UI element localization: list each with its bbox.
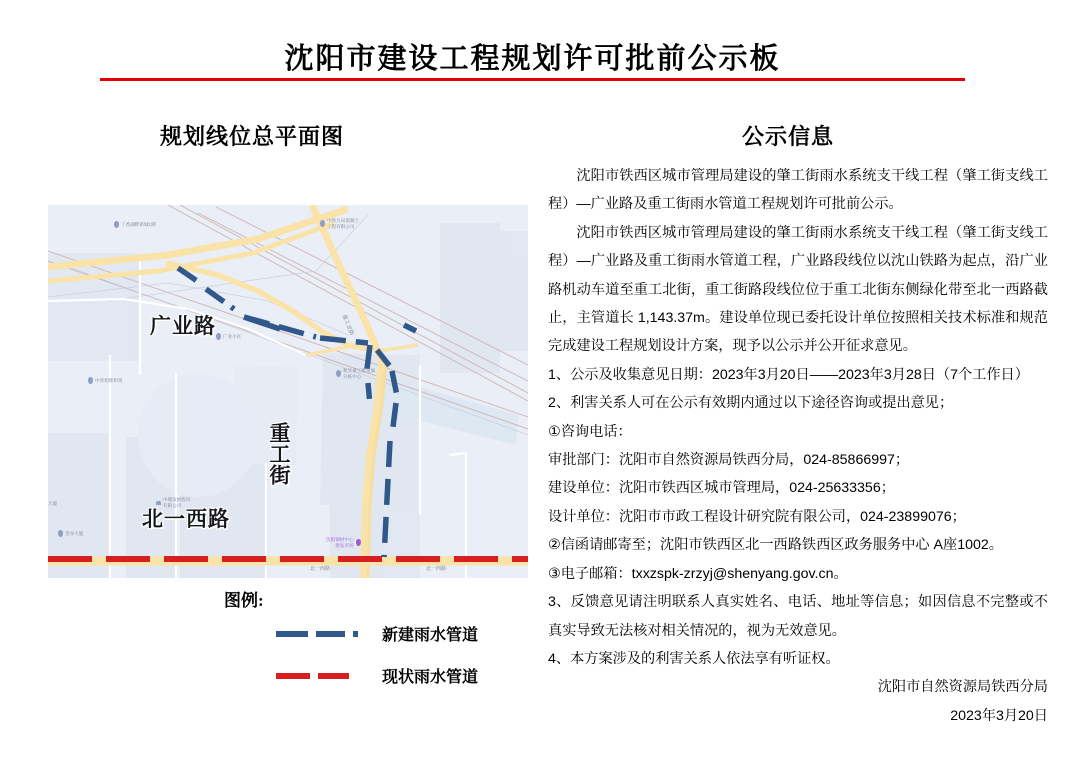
notice-text-body — [548, 162, 1048, 730]
street-label-zhonggong-street: 重工街 — [267, 422, 292, 485]
road-label-beiyixi-right: 北一西路 — [426, 566, 447, 572]
poi-label: 沈阳钢材中心 批发市场 — [326, 537, 354, 548]
legend-title: 图例: — [224, 591, 264, 610]
legend-item-existing-pipe — [276, 664, 478, 687]
notice-paragraph: 2、利害关系人可在公示有效期内通过以下途径咨询或提出意见； — [548, 395, 954, 412]
poi-label: 中储发展股份 有限公司 — [163, 497, 191, 508]
title-divider — [100, 78, 965, 81]
road-label-zhonggongbei: 重工北街 — [340, 313, 355, 337]
map-section-heading: 规划线位总平面图 — [160, 124, 345, 149]
legend-label-new-pipe: 新建雨水管道 — [382, 627, 479, 644]
notice-issue-date: 2023年3月20日 — [950, 707, 1048, 724]
notice-paragraph: 4、本方案涉及的利害关系人依法享有听证权。 — [548, 650, 840, 667]
notice-section-heading: 公示信息 — [742, 124, 835, 149]
poi-label: 金谷大厦 — [65, 530, 84, 536]
legend-swatch-new-pipe-icon — [276, 631, 358, 637]
notice-contact-design: 设计单位：沈阳市市政工程设计研究院有限公司，024-23899076； — [548, 508, 966, 525]
legend-label-existing-pipe: 现状雨水管道 — [382, 669, 479, 686]
poi-label: 中青旭辉和筑 — [95, 377, 123, 383]
poi-label: 大厦 — [48, 501, 58, 506]
street-label-beiyixi-road: 北一西路 — [142, 507, 230, 531]
poi-label: 中铁九局混凝土 工程有限公司 — [327, 218, 360, 229]
notice-paragraph: 沈阳市铁西区城市管理局建设的肇工街雨水系统支干线工程（肇工街支线工程）—广业路及重工街雨水管道工程，广业路段线位以沈山铁路为起点，沿广业路机动车道至重工北街，重工街路段线位位于重工北街东侧绿化带至北一西路截止，主管道长 1,143.37m。建设单位现已委托设计单位按照相关技术标准和规范完成建设工程规划设计方案，现予以公示并公开征求意见。 — [548, 224, 1048, 355]
notice-contact-construction: 建设单位：沈阳市铁西区城市管理局，024-25633356； — [548, 480, 895, 497]
notice-paragraph: 沈阳市铁西区城市管理局建设的肇工街雨水系统支干线工程（肇工街支线工程）—广业路及重工街雨水管道工程规划许可批前公示。 — [548, 168, 1048, 213]
legend-item-new-pipe — [276, 622, 478, 645]
notice-paragraph: ①咨询电话： — [548, 423, 632, 440]
notice-paragraph: 1、公示及收集意见日期：2023年3月20日——2023年3月28日（7个工作日） — [548, 366, 1029, 383]
map-canvas — [48, 205, 528, 578]
notice-email: ③电子邮箱：txxzspk-zrzyj@shenyang.gov.cn。 — [548, 565, 848, 582]
notice-issuer: 沈阳市自然资源局铁西分局 — [877, 679, 1048, 696]
page-header — [0, 0, 1065, 92]
map-legend — [48, 586, 528, 696]
planning-route-map — [48, 205, 528, 578]
page-title: 沈阳市建设工程规划许可批前公示板 — [284, 43, 781, 75]
notice-mail-address: ②信函请邮寄至；沈阳市铁西区北一西路铁西区政务服务中心 A座1002。 — [548, 537, 1003, 554]
poi-label: 秋实重工废金属 分拣中心 — [343, 368, 376, 379]
legend-swatch-existing-pipe-icon — [276, 673, 358, 679]
notice-contact-approval: 审批部门：沈阳市自然资源局铁西分局，024-85866997； — [548, 452, 910, 469]
poi-label: 丁香湖畔新城1期 — [121, 221, 156, 227]
poi-label: 广业小区 — [223, 333, 242, 339]
notice-paragraph: 3、反馈意见请注明联系人真实姓名、电话、地址等信息；如因信息不完整或不真实导致无法核对相关情况的，视为无效意见。 — [548, 594, 1048, 639]
street-label-guangye-road: 广业路 — [150, 314, 216, 338]
road-label-beiyixi-left: 北一西路 — [310, 566, 331, 572]
